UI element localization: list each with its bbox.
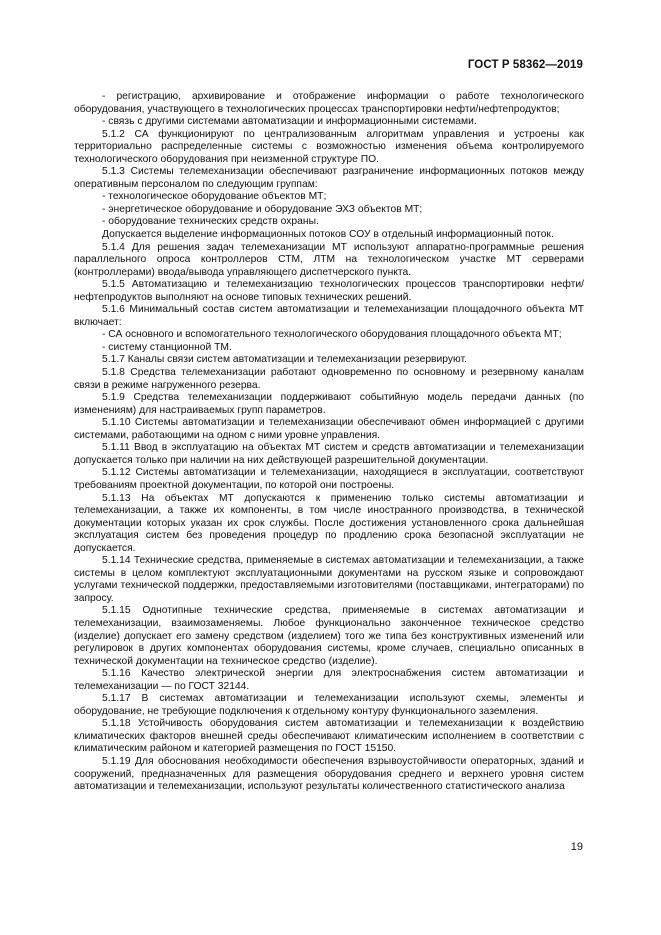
list-item: - технологическое оборудование объектов МТ; <box>102 191 327 203</box>
list-item: - оборудование технических средств охраны. <box>102 216 319 228</box>
paragraph: 5.1.19 Для обоснования необходимости обеспечения взрывоустойчивости операторных, зданий и сооружений, предназначенных для размещения оборудования среднего и верхнего уровня систем автоматизации и телемеханизации, используют результаты количественного статистического анализа <box>74 755 584 793</box>
list-item: - регистрацию, архивирование и отображение информации о работе технологического оборудования, участвующего в технологических процессах транспортировки нефти/нефтепродуктов; <box>74 91 584 115</box>
paragraph: 5.1.4 Для решения задач телемеханизации МТ используют аппаратно-программные решения параллельного опроса контроллеров СТМ, ЛТМ на технологическом участке МТ серверами (контроллерами) ввода/вывода управляющего диспетчерского пункта. <box>74 241 584 278</box>
paragraph: 5.1.10 Системы автоматизации и телемеханизации обеспечивают обмен информацией с другими системами, работающими на одном с ними уровне управления. <box>74 417 584 441</box>
paragraph: 5.1.15 Однотипные технические средства, применяемые в системах автоматизации и телемеханизации, взаимозаменяемы. Любое функционально законченное техническое средство (изделие) допускает его замену средством (изделием) того же типа без конструктивных изменений или регулировок в других компонентах оборудования системы, кроме случаев, специально описанных в технической документации на техническое средство (изделие). <box>74 605 584 667</box>
paragraph: 5.1.8 Средства телемеханизации работают одновременно по основному и резервному каналам связи в режиме нагруженного резерва. <box>74 367 584 391</box>
list-item: - СА основного и вспомогательного технологического оборудования площадочного объекта МТ; <box>102 329 562 341</box>
list-item: - связь с другими системами автоматизации и информационными системами. <box>102 116 477 128</box>
paragraph: 5.1.11 Ввод в эксплуатацию на объектах МТ систем и средств автоматизации и телемеханизации допускается только при наличии на них действующей разрешительной документации. <box>74 442 584 466</box>
paragraph: 5.1.18 Устойчивость оборудования систем автоматизации и телемеханизации к воздействию климатических факторов внешней среды обеспечивают климатическим исполнением в соответствии с климатическим районом и категорией размещения по ГОСТ 15150. <box>74 718 584 755</box>
paragraph: Допускается выделение информационных потоков СОУ в отдельный информационный поток. <box>102 229 554 241</box>
page-header: ГОСТ Р 58362—2019 <box>467 59 583 71</box>
paragraph: 5.1.16 Качество электрической энергии для электроснабжения систем автоматизации и телемеханизации — по ГОСТ 32144. <box>74 668 584 692</box>
paragraph: 5.1.2 СА функционируют по централизованным алгоритмам управления и устроены как территориально распределенные системы с возможностью изменения объема контролируемого технологического оборудования при неизменной структуре ПО. <box>74 128 584 165</box>
paragraph: 5.1.13 На объектах МТ допускаются к применению только системы автоматизации и телемеханизации, а также их компоненты, в том числе иностранного производства, в технической документации которых указан их срок службы. После достижения установленного срока дальнейшая эксплуатация систем без проведения процедур по продлению срока безопасной эксплуатации не допускается. <box>74 492 584 554</box>
paragraph: 5.1.3 Системы телемеханизации обеспечивают разграничение информационных потоков между оперативным персоналом по следующим группам: <box>74 166 584 190</box>
paragraph: 5.1.7 Каналы связи систем автоматизации и телемеханизации резервируют. <box>102 354 467 366</box>
list-item: - энергетическое оборудование и оборудование ЭХЗ объектов МТ; <box>102 203 423 215</box>
list-item: - систему станционной ТМ. <box>102 341 232 353</box>
paragraph: 5.1.9 Средства телемеханизации поддерживают событийную модель передачи данных (по изменениям) для настраиваемых групп параметров. <box>74 392 584 416</box>
page-number: 19 <box>570 841 583 853</box>
paragraph: 5.1.6 Минимальный состав систем автоматизации и телемеханизации площадочного объекта МТ включает: <box>74 304 584 328</box>
paragraph: 5.1.17 В системах автоматизации и телемеханизации используют схемы, элементы и оборудование, не требующие подключения к отдельному контуру функционального заземления. <box>74 693 584 717</box>
paragraph: 5.1.14 Технические средства, применяемые в системах автоматизации и телемеханизации, а также системы в целом комплектуют эксплуатационными документами на русском языке и сопровождают услугами технической поддержки, предоставляемыми изготовителями (поставщиками, интеграторами) по запросу. <box>74 555 584 604</box>
paragraph: 5.1.5 Автоматизацию и телемеханизацию технологических процессов транспортировки нефти/нефтепродуктов выполняют на основе типовых технических решений. <box>74 279 584 303</box>
paragraph: 5.1.12 Системы автоматизации и телемеханизации, находящиеся в эксплуатации, соответствуют требованиям проектной документации, по которой они построены. <box>74 467 584 491</box>
document-body <box>74 91 584 794</box>
